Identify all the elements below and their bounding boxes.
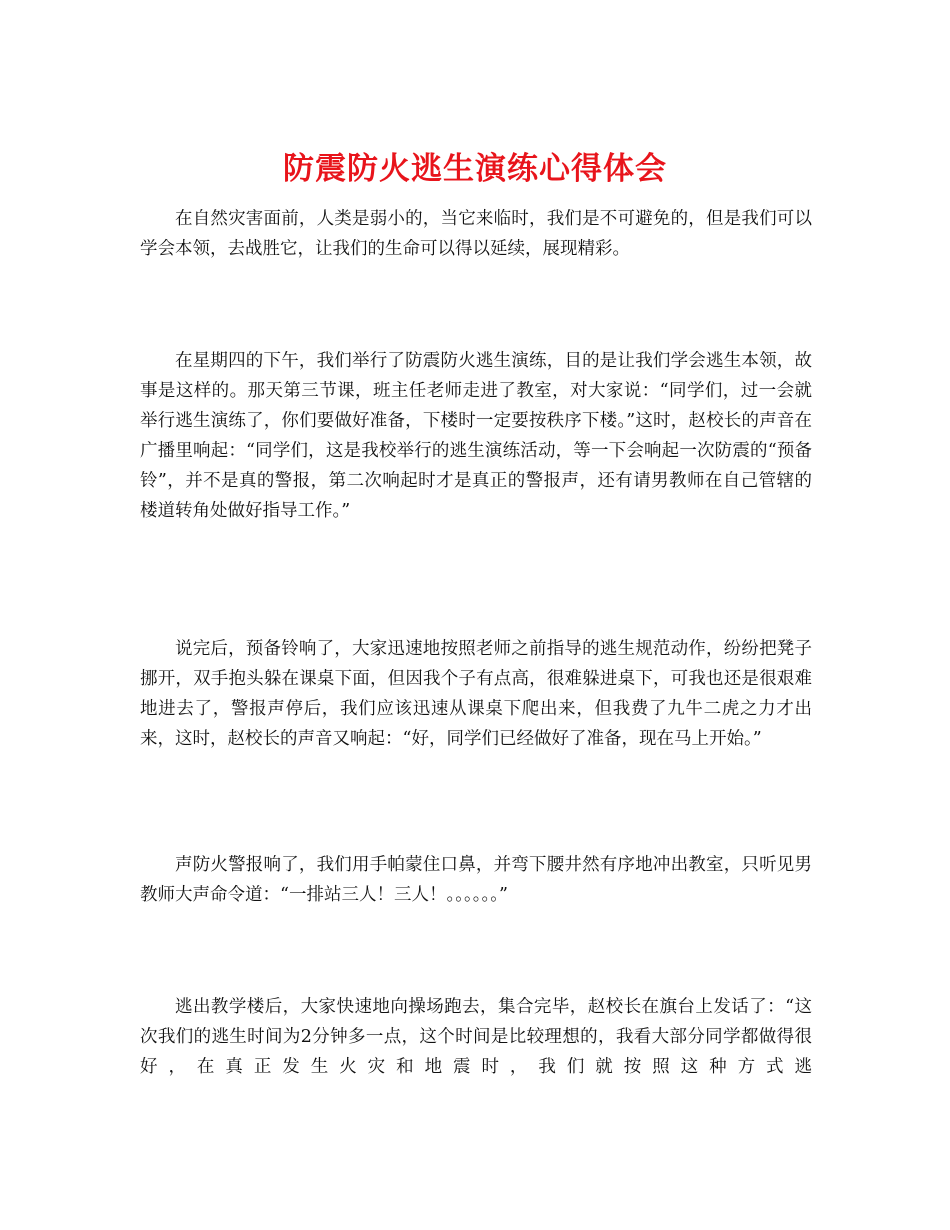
paragraph-1: 在自然灾害面前，人类是弱小的，当它来临时，我们是不可避免的，但是我们可以学会本领，去战胜它，让我们的生命可以得以延续，展现精彩。 xyxy=(140,209,812,259)
paragraph-4: 声防火警报响了，我们用手帕蒙住口鼻，并弯下腰井然有序地冲出教室，只听见男教师大声命令道：“一排站三人！三人！。。。。。。” xyxy=(140,855,812,905)
paragraph-5: 逃出教学楼后，大家快速地向操场跑去，集合完毕，赵校长在旗台上发话了：“这次我们的逃生时间为2分钟多一点，这个时间是比较理想的，我看大部分同学都做得很好，在真正发生火灾和地震时，我们就按照这种方式逃 xyxy=(140,997,812,1077)
paragraph-3: 说完后，预备铃响了，大家迅速地按照老师之前指导的逃生规范动作，纷纷把凳子挪开，双手抱头躲在课桌下面，但因我个子有点高，很难躲进桌下，可我也还是很艰难地进去了，警报声停后，我们应该迅速从课桌下爬出来，但我费了九牛二虎之力才出来，这时，赵校长的声音又响起：“好，同学们已经做好了准备，现在马上开始。” xyxy=(140,639,812,749)
document-title: 防震防火逃生演练心得体会 xyxy=(283,150,667,187)
paragraph-2: 在星期四的下午，我们举行了防震防火逃生演练，目的是让我们学会逃生本领，故事是这样的。那天第三节课，班主任老师走进了教室，对大家说：“同学们，过一会就举行逃生演练了，你们要做好准备，下楼时一定要按秩序下楼。”这时，赵校长的声音在广播里响起：“同学们，这是我校举行的逃生演练活动，等一下会响起一次防震的“预备铃”，并不是真的警报，第二次响起时才是真正的警报声，还有请男教师在自己管辖的楼道转角处做好指导工作。” xyxy=(140,351,812,521)
